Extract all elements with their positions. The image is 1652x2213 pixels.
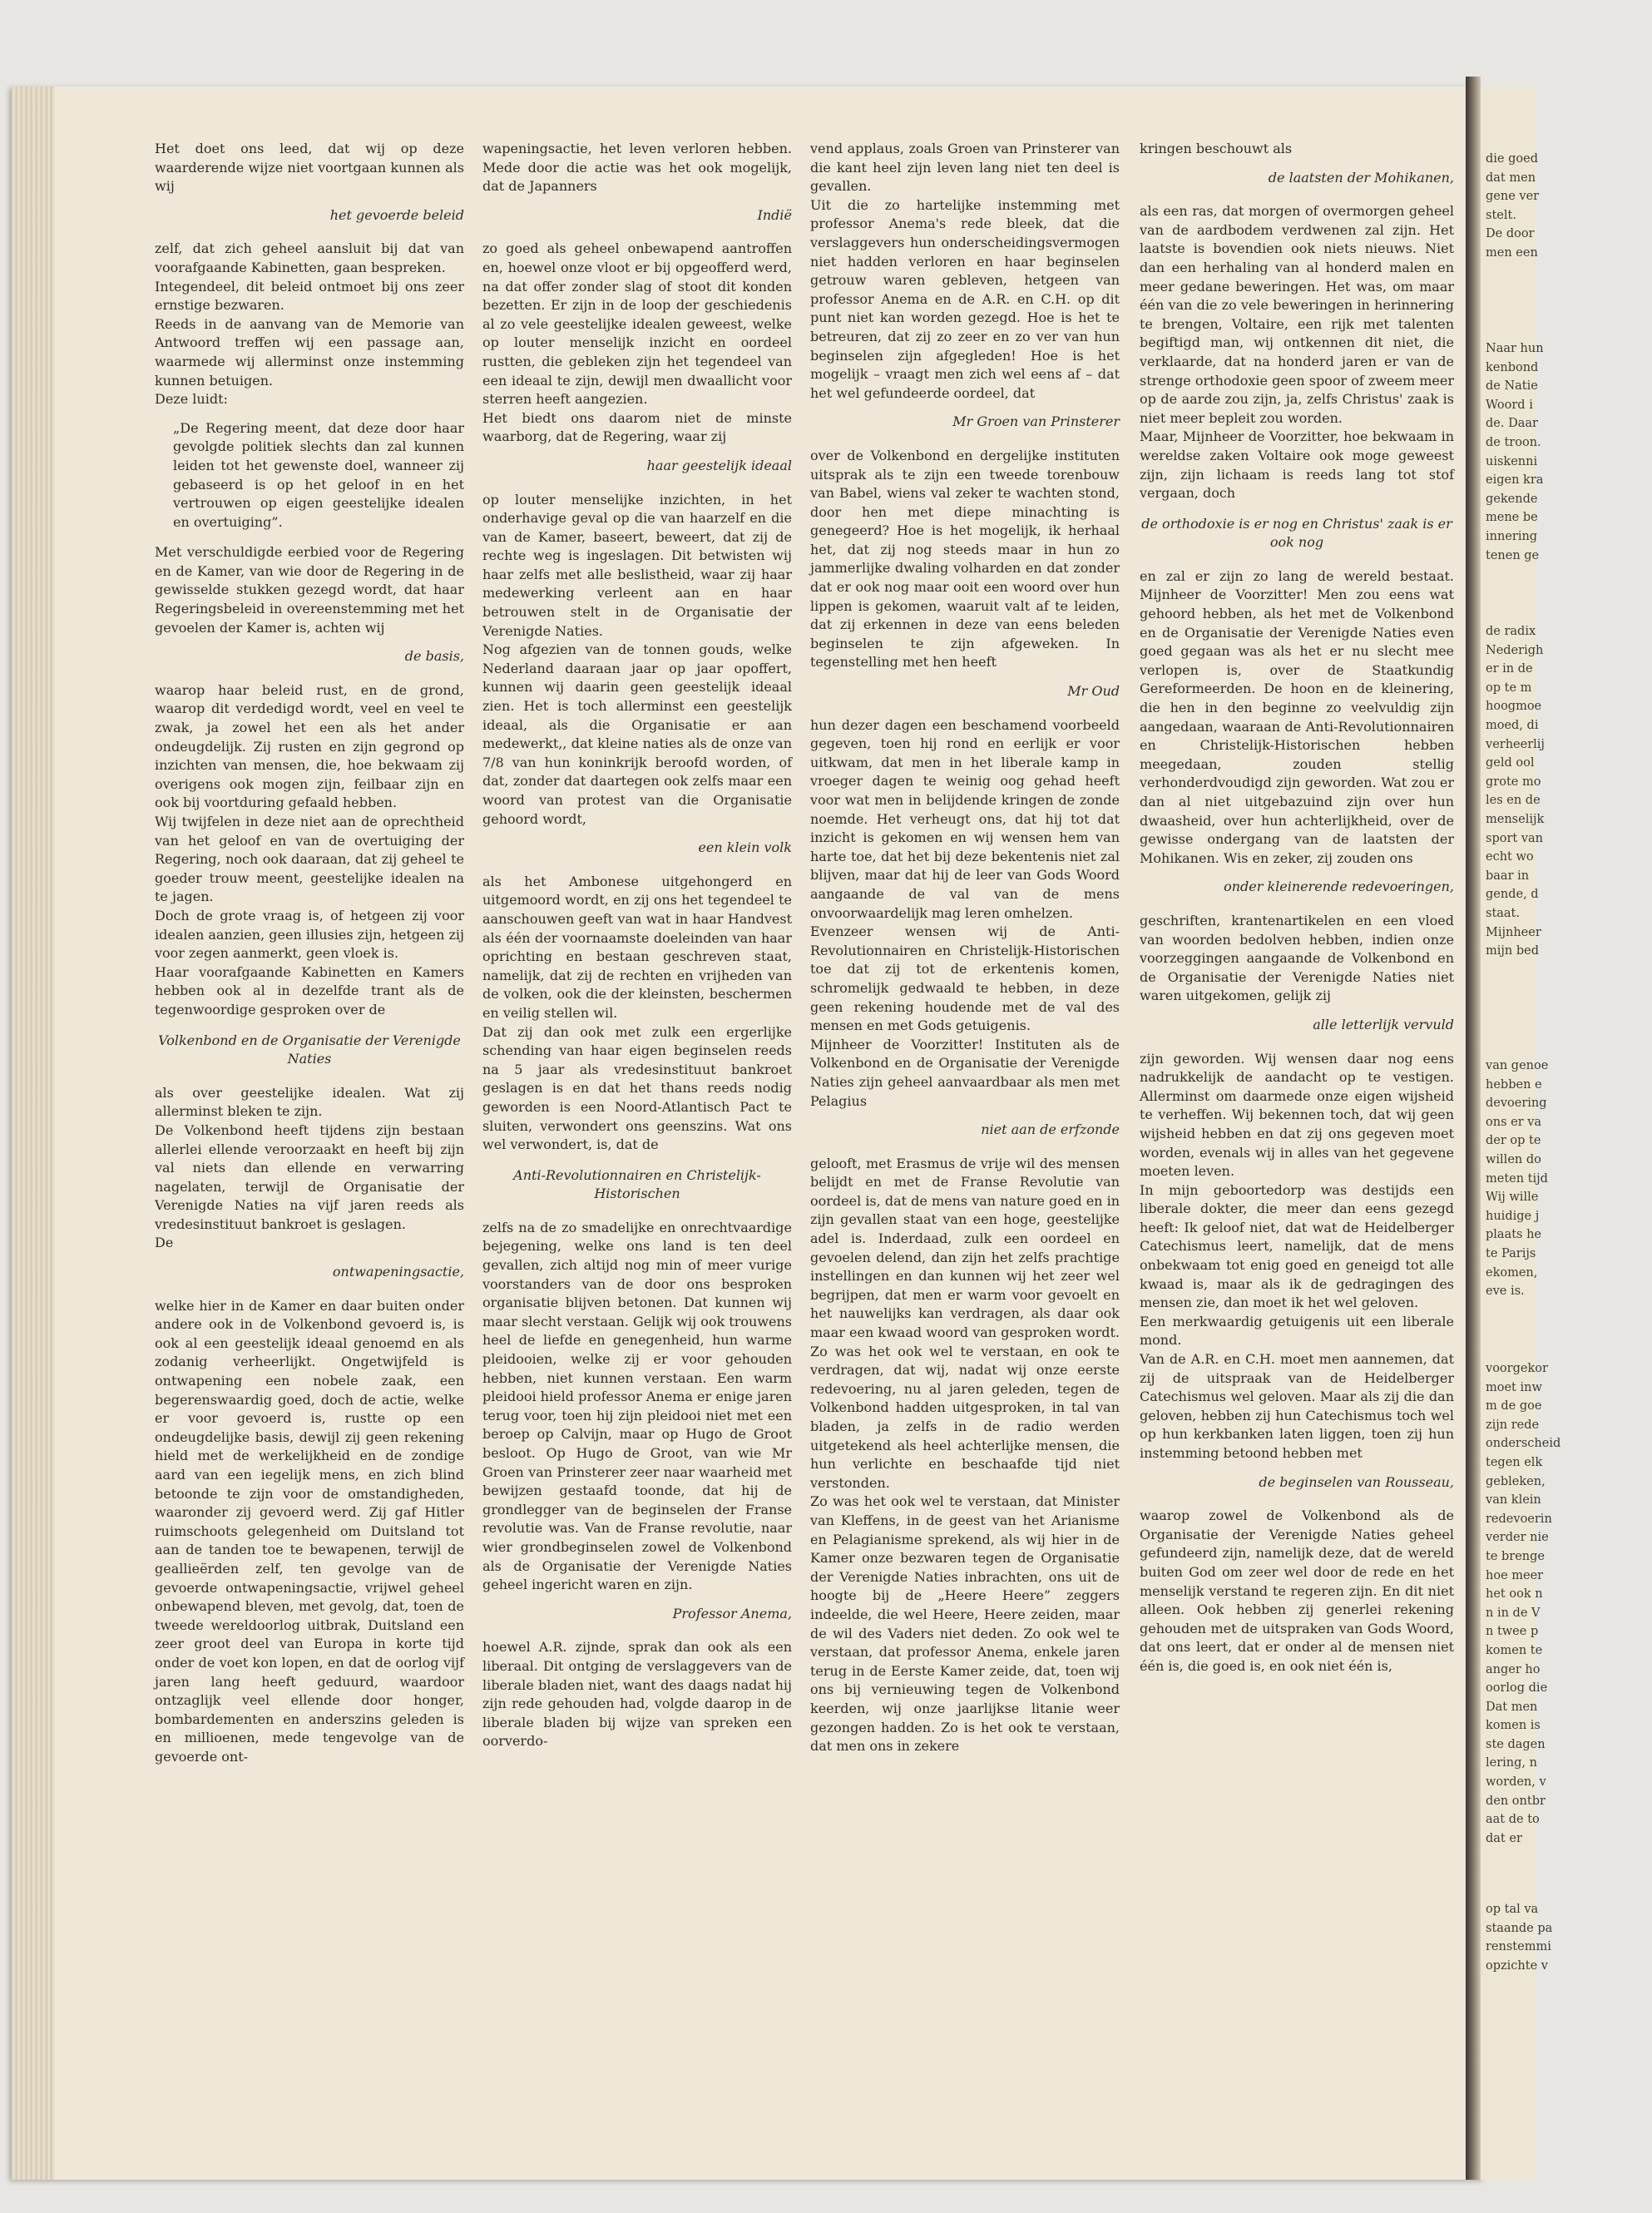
cut-off-line: het ook n — [1486, 1587, 1543, 1602]
text-column-2 — [482, 140, 792, 1751]
section-heading: Mr Groen van Prinsterer — [952, 413, 1120, 430]
cut-off-line: menselijk — [1486, 812, 1545, 826]
paragraph: waarop zowel de Volkenbond als de Organisatie der Verenigde Naties geheel gefundeerd zijn, namelijk deze, dat de wereld buiten God om zeer wel door de rede en het menselijk verstand te regeren zijn. En dit niet alleen. Ook hebben zij generlei rekening gehouden met de uitspraken van Gods Woord, dat ons leert, dat er onder al de mensen niet één is, die goed is, en ook niet één is, — [1140, 1508, 1454, 1674]
cut-off-line: gekende — [1486, 492, 1538, 506]
paragraph: Nog afgezien van de tonnen gouds, welke Nederland daaraan jaar op jaar opoffert, kunnen wij daarin geen geestelijk ideaal zien. Het is toch allerminst een geestelijk ideaal, als die Organisatie er aan medewerkt,, dat kleine naties als de onze van 7/8 van hun koninkrijk beroofd worden, of dat, zonder dat daartegen ook zelfs maar een woord van protest van die Organisatie gehoord wordt, — [482, 641, 792, 827]
paragraph: kringen beschouwt als — [1140, 141, 1293, 156]
paragraph: geschriften, krantenartikelen en een vloed van woorden bedolven hebben, indien onze voorzeggingen aangaande de Volkenbond en de Organisatie der Verenigde Naties niet waren uitgekomen, gelijk zij — [1140, 912, 1454, 1004]
cut-off-line: les en de — [1486, 794, 1541, 808]
cut-off-line: de. Daar — [1486, 417, 1538, 431]
cut-off-line: lering, n — [1486, 1756, 1537, 1770]
section-heading: de laatsten der Mohikanen, — [1268, 169, 1454, 186]
paragraph: Met verschuldigde eerbied voor de Regering en de Kamer, van wie door de Regering in de gewisselde stukken gezegd wordt, dat haar Regeringsbeleid in overeenstemming met het gevoelen der Kamer is, achten wij — [155, 544, 464, 636]
cut-off-line: onderscheid — [1486, 1437, 1561, 1451]
paragraph: Wij twijfelen in deze niet aan de oprechtheid van het geloof en van de overtuiging der Regering, noch ook daaraan, dat zij geheel te goeder trouw meent, geestelijke idealen na te jagen. — [155, 814, 464, 905]
cut-off-line: geld ool — [1486, 756, 1535, 770]
paragraph: op louter menselijke inzichten, in het onderhavige geval op die van haarzelf en die van de Kamer, baseert, beweert, dat zij de rechte weg is ingeslagen. Dit betwisten wij haar zelfs met alle beslistheid, waar zij haar medewerking verleent aan en haar betrouwen stelt in de Organisatie der Verenigde Naties. — [482, 491, 792, 639]
cut-off-line: de radix — [1486, 625, 1536, 638]
cut-off-line: staat. — [1486, 906, 1520, 920]
block-quote: „De Regering meent, dat deze door haar gevolgde politiek slechts dan zal kunnen leiden tot het gewenste doel, wanneer zij gebaseerd is op het geloof in en het vertrouwen op eigen geestelijke idealen en overtuiging”. — [173, 419, 464, 530]
cut-off-line: Naar hun — [1486, 342, 1544, 355]
cut-off-line: meten tijd — [1486, 1171, 1548, 1186]
paragraph: Mijnheer de Voorzitter! Instituten als de Volkenbond en de Organisatie der Verenigde Naties zijn geheel aanvaardbaar als men met Pelagius — [810, 1036, 1120, 1109]
paragraph: Het doet ons leed, dat wij op deze waarderende wijze niet voortgaan kunnen als wij — [155, 141, 464, 195]
section-heading: Indië — [757, 206, 792, 223]
section-heading: ontwapeningsactie, — [332, 1264, 464, 1280]
paragraph: Deze luidt: — [155, 391, 228, 408]
cut-off-line: dat er — [1486, 1831, 1522, 1845]
paragraph: gelooft, met Erasmus de vrije wil des mensen belijdt en met de Franse Revolutie van oordeel is, dat de mens van nature goed en in zijn gevallen staat van een hoge, geestelijke adel is. Inderdaad, zulk een oordeel en gevoelen delend, dan zijn het zelfs prachtige instellingen en dan kunnen wij het zeer wel begrijpen, dat men er warm voor gevoelt en het nauwelijks kan verdragen, als daar ook maar een kwaad woord van gesproken wordt. Zo was het ook wel te verstaan, en ook te verdragen, dat wij, nadat wij onze eerste redevoering, nu al jaren geleden, tegen de Volkenbond hadden uitgesproken, in tal van bladen, ja zelfs in de radio werden uitgetekend als heel achterlijke mensen, die hun verlichte en beschaafde tijd niet verstonden. — [810, 1155, 1120, 1491]
paragraph: De — [155, 1235, 174, 1251]
cut-off-line: aat de to — [1486, 1813, 1540, 1827]
cut-off-line: willen do — [1486, 1152, 1541, 1166]
paragraph: Uit die zo hartelijke instemming met professor Anema's rede bleek, dat die verslaggevers hun onderscheidingsvermogen niet hadden verloren en haar beginselen getrouw waren gebleven, hetgeen van professor Anema en de A.R. en C.H. op dit punt niet kan worden gezegd. Hoe is het te betreuren, dat zij zo zeer en zo ver van hun beginselen zijn afgegleden! Hoe is het mogelijk – vraagt men zich wel eens af – dat het wel gefundeerde oordeel, dat — [810, 196, 1120, 401]
section-heading: de orthodoxie is er nog en Christus' zaak is er ook nog — [1141, 515, 1452, 551]
cut-off-line: zijn rede — [1486, 1418, 1540, 1432]
paragraph: hun dezer dagen een beschamend voorbeeld gegeven, toen hij rond en eerlijk er voor uitkwam, dat men in het liberale kamp in vroeger dagen te weinig oog gehad heeft voor wat men in belijdende kringen de zonde noemde. Het verheugt ons, dat hij tot dat inzicht is gekomen en wij wensen hem van harte toe, dat het bij deze bekentenis niet zal blijven, maar dat hij de leer van Gods Woord aangaande de val van de mens onvoorwaardelijk mag leren omhelzen. — [810, 716, 1120, 921]
cut-off-line: sport van — [1486, 831, 1543, 845]
cut-off-line: n in de V — [1486, 1606, 1541, 1620]
cut-off-line: eve is. — [1486, 1285, 1525, 1299]
cut-off-line: renstemmi — [1486, 1940, 1551, 1954]
cut-off-text-fragment — [1481, 150, 1652, 263]
paragraph: wapeningsactie, het leven verloren hebben. Mede door die actie was het ook mogelijk, dat de Japanners — [482, 141, 792, 195]
cut-off-line: devoering — [1486, 1097, 1547, 1111]
paragraph: Reeds in de aanvang van de Memorie van Antwoord treffen wij een passage aan, waarmede wij allerminst onze instemming kunnen betuigen. — [155, 315, 464, 389]
cut-off-line: komen is — [1486, 1719, 1541, 1733]
cut-off-line: komen te — [1486, 1643, 1543, 1657]
cut-off-line: de Natie — [1486, 379, 1538, 394]
paragraph: zijn geworden. Wij wensen daar nog eens nadrukkelijk de aandacht op te vestigen. Allerminst om daarmede onze eigen wijsheid te verheffen. Wij bekennen toch, dat wij geen wijsheid hebben en dat zij ons gegeven moet worden, evenals wij in alles van het gegevene moeten leven. — [1140, 1050, 1454, 1180]
cut-off-text-fragment — [1481, 339, 1652, 565]
paragraph: Een merkwaardig getuigenis uit een liberale mond. — [1140, 1313, 1454, 1349]
cut-off-line: echt wo — [1486, 850, 1534, 864]
cut-off-line: van klein — [1486, 1493, 1541, 1508]
section-heading: haar geestelijk ideaal — [646, 457, 792, 473]
section-heading: het gevoerde beleid — [329, 206, 464, 223]
cut-off-line: De door — [1486, 227, 1535, 241]
section-heading: de beginselen van Rousseau, — [1259, 1473, 1454, 1490]
cut-off-line: hebben e — [1486, 1077, 1542, 1092]
paragraph: Het biedt ons daarom niet de minste waarborg, dat de Regering, waar zij — [482, 409, 792, 445]
paragraph: als het Ambonese uitgehongerd en uitgemoord wordt, en zij ons het tegendeel te aanschouwen geeft van wat in haar Handvest als één der voornaamste doeleinden van haar oprichting en bestaan geschreven staat, namelijk, dat zij de rechten en vrijheden van de volken, ook die der kleinsten, beschermen en veilig stellen wil. — [482, 873, 792, 1021]
cut-off-line: Mijnheer — [1486, 925, 1541, 939]
paragraph: zelf, dat zich geheel aansluit bij dat van voorafgaande Kabinetten, gaan bespreken. — [155, 240, 464, 275]
paragraph: als over geestelijke idealen. Wat zij allerminst bleken te zijn. — [155, 1084, 464, 1120]
cut-off-line: eigen kra — [1486, 473, 1544, 488]
paragraph: zelfs na de zo smadelijke en onrechtvaardige bejegening, welke ons land is ten deel gevallen, zich altijd nog min of meer vurige voorstanders van de door ons besproken organisatie blijven betonen. Dat kunnen wij maar slecht verstaan. Gelijk wij ook trouwens heel de liefde en genegenheid, hun warme pleidooien, welke zij er voor gehouden hebben, niet kunnen verstaan. Een warm pleidooi hield professor Anema er enige jaren terug voor, toen hij zijn pleidooi niet met een beroep op Calvijn, maar op Hugo de Groot besloot. Op Hugo de Groot, van wie Mr Groen van Prinsterer zeer naar waarheid met bewijzen gestaafd toonde, dat hij de grondlegger van de beginselen der Franse revolutie was. Van de Franse revolutie, naar wier grondbeginselen zowel de Volkenbond als de Organisatie der Verenigde Naties geheel ingericht waren en zijn. — [482, 1219, 792, 1593]
cut-off-line: voorgekor — [1486, 1362, 1548, 1375]
paragraph: Dat zij dan ook met zulk een ergerlijke schending van haar eigen beginselen reeds na 5 jaar als vredesinstituut bankroet geslagen is en dat het thans reeds nodig geworden is een Noord-Atlantisch Pact te sluiten, verwondert ons geenszins. Wat ons wel verwondert, is, dat de — [482, 1023, 792, 1153]
cut-off-line: verder nie — [1486, 1531, 1549, 1545]
cut-off-line: gebleken, — [1486, 1474, 1546, 1488]
paragraph: Van de A.R. en C.H. moet men aannemen, dat zij de uitspraak van de Heidelberger Catechismus wel geloven. Maar als zij die dan geloven, hebben zij hun Catechismus toch wel op hun kerkbanken laten liggen, toen zij hun instemming betoond hebben met — [1140, 1351, 1454, 1461]
paragraph: welke hier in de Kamer en daar buiten onder andere ook in de Volkenbond gevoerd is, is ook al een geestelijk ideaal genoemd en als zodanig verheerlijkt. Ongetwijfeld is ontwapening een nobele zaak, een begerenswaardig goed, doch de actie, welke er voor gevoerd is, rustte op een ondeugdelijke basis, dewijl zij geen rekening hield met de werkelijkheid en de zondige aard van een iegelijk mens, en zich blind betoonde te zijn voor de omstandigheden, waaronder zij gevoerd werd. Zij gaf Hitler ruimschoots gelegenheid om Duitsland tot aan de tanden toe te bewapenen, terwijl de geallieërden zelf, ten gevolge van de gevoerde ontwapeningsactie, vrijwel geheel onbewapend bleven, met gevolg, dat, toen de tweede wereldoorlog uitbrak, Duitsland een zeer groot deel van Europa in korte tijd onder de voet kon lopen, en dat de oorlog vijf jaren lang heeft geduurd, waardoor ontzaglijk veel ellende door honger, bombardementen en anderszins geleden is en millioenen, mede tengevolge van de gevoerde ont- — [155, 1297, 464, 1765]
paragraph: De Volkenbond heeft tijdens zijn bestaan allerlei ellende veroorzaakt en heeft bij zijn val niets dan ellende en verwarring nagelaten, terwijl de Organisatie der Verenigde Naties na vijf jaren reeds als vredesinstituut bankroet is geslagen. — [155, 1121, 464, 1232]
section-heading: Mr Oud — [1067, 683, 1120, 700]
cut-off-line: n twee p — [1486, 1625, 1539, 1639]
cut-off-line: huidige j — [1486, 1209, 1540, 1223]
cut-off-line: uiskenni — [1486, 454, 1538, 468]
cut-off-line: die goed — [1486, 152, 1538, 166]
cut-off-line: op te m — [1486, 681, 1532, 695]
cut-off-line: oorlog die — [1486, 1681, 1548, 1696]
cut-off-line: worden, v — [1486, 1775, 1546, 1790]
cut-off-line: tegen elk — [1486, 1455, 1543, 1469]
cut-off-line: gende, d — [1486, 888, 1539, 902]
adjacent-page-fragment — [1481, 87, 1561, 2180]
cut-off-line: stelt. — [1486, 208, 1516, 222]
cut-off-line: opzichte v — [1486, 1958, 1548, 1973]
section-heading: alle letterlijk vervuld — [1313, 1016, 1454, 1032]
paragraph: In mijn geboortedorp was destijds een liberale dokter, die meer dan eens gezegd heeft: Ik geloof niet, dat wat de Heidelberger Catechismus leert, namelijk, dat de mens onbekwaam tot enig goed en geneigd tot alle kwaad is, maar als ik de gedragingen des mensen zie, dan moet ik het wel geloven. — [1140, 1181, 1454, 1311]
cut-off-line: Wij wille — [1486, 1191, 1539, 1205]
cut-off-line: Nederigh — [1486, 643, 1544, 657]
section-heading: een klein volk — [698, 839, 792, 856]
paragraph: Doch de grote vraag is, of hetgeen zij voor idealen aanzien, geen illusies zijn, hetgeen zij voor zegen aanmerkt, geen vloek is. — [155, 907, 464, 962]
paragraph: waarop haar beleid rust, en de grond, waarop dit verdedigd wordt, veel en veel te zwak, ja zowel het een als het ander ondeugdelijk. Zij rusten en zijn gegrond op inzichten van mensen, die, hoe bekwaam zij overigens ook mogen zijn, feilbaar zijn en ook bij voortduring gefaald hebben. — [155, 681, 464, 811]
section-heading: Professor Anema, — [672, 1605, 792, 1621]
paragraph: als een ras, dat morgen of overmorgen geheel van de aardbodem verdwenen zal zijn. Het laatste is bovendien ook niets nieuws. Niet dan een herhaling van al honderd malen en meer gedane beweringen. Het was, om maar één van die zo vele beweringen in herinnering te brengen, Voltaire, een rijk met talenten begiftigd man, wij ontkennen dit niet, die verklaarde, dat na honderd jaren er van de strenge orthodoxie geen spoor of zweem meer op de aarde zou zijn, ja, zelfs Christus' zaak is niet meer bepleit zou worden. — [1140, 203, 1454, 426]
text-column-1 — [155, 140, 464, 1767]
cut-off-line: grote mo — [1486, 775, 1541, 789]
paragraph: Haar voorafgaande Kabinetten en Kamers hebben ook al in dezelfde trant als de tegenwoordige gesproken over de — [155, 963, 464, 1017]
cut-off-line: tenen ge — [1486, 548, 1540, 562]
cut-off-line: ons er va — [1486, 1115, 1542, 1129]
cut-off-text-fragment — [1481, 1057, 1652, 1301]
cut-off-line: dat men — [1486, 171, 1536, 185]
section-heading: onder kleinerende redevoeringen, — [1224, 879, 1454, 895]
section-heading: Anti-Revolutionnairen en Christelijk-Historischen — [513, 1166, 761, 1202]
cut-off-line: ste dagen — [1486, 1737, 1546, 1751]
paragraph: Zo was het ook wel te verstaan, dat Minister van Kleffens, in de geest van het Arianisme en Pelagianisme sprekend, als wij hier in de Kamer onze bezwaren tegen de Organisatie der Verenigde Naties inbrachten, ons uit de hoogte bij de „Heere Heere” zeggers indeelde, die wel Heere, Heere zeiden, maar de wil des Vaders niet deden. Zo ook wel te verstaan, dat professor Anema, enkele jaren terug in de Eerste Kamer zeide, dat, toen wij ons bij vernieuwing tegen de Volkenbond keerden, wij onze jaarlijkse litanie weer gezongen hadden. Zo is het ook te verstaan, dat men ons in zekere — [810, 1493, 1120, 1755]
paragraph: zo goed als geheel onbewapend aantroffen en, hoewel onze vloot er bij opgeofferd werd, na dat offer zonder slag of stoot dit konden bezetten. Er zijn in de loop der geschiedenis al zo vele geestelijke idealen geweest, welke op louter menselijk inzicht en oordeel rustten, die gebleken zijn het tegendeel van een ideaal te zijn, dewijl men dwaallicht voor sterren heeft aangezien. — [482, 240, 792, 408]
cut-off-line: van genoe — [1486, 1059, 1549, 1072]
cut-off-line: verheerlij — [1486, 737, 1545, 751]
cut-off-line: moet inw — [1486, 1380, 1542, 1394]
paragraph: over de Volkenbond en dergelijke instituten uitsprak als te zijn een tweede torenbouw van Babel, wiens val zeker te wachten stond, door hen met diepe minachting is genegeerd? Hoe is het mogelijk, ik herhaal het, dat zij nog steeds maar in hun zo jammerlijke dwaling volharden en dat zonder dat er ook nog maar ooit een woord over hun lippen is gekomen, waaruit valt af te leiden, dat zij erkennen in deze van eens beleden beginselen te zijn afgeweken. In tegenstelling met hen heeft — [810, 447, 1120, 671]
page-fold-shadow — [1466, 77, 1481, 2180]
cut-off-line: Dat men — [1486, 1700, 1538, 1714]
cut-off-line: der op te — [1486, 1134, 1541, 1148]
cut-off-line: men een — [1486, 245, 1538, 260]
paragraph: Maar, Mijnheer de Voorzitter, hoe bekwaam in wereldse zaken Voltaire ook moge geweest zijn, zijn lichaam is reeds lang tot stof vergaan, doch — [1140, 428, 1454, 502]
text-column-3 — [810, 140, 1120, 1756]
cut-off-line: mene be — [1486, 511, 1538, 525]
cut-off-text-fragment — [1481, 1900, 1652, 1975]
cut-off-line: hoogmoe — [1486, 700, 1542, 714]
cut-off-line: innering — [1486, 529, 1538, 543]
cut-off-line: te brenge — [1486, 1549, 1546, 1563]
paragraph: vend applaus, zoals Groen van Prinsterer van die kant heel zijn leven lang niet ten deel is gevallen. — [810, 141, 1120, 195]
cut-off-line: staande pa — [1486, 1921, 1553, 1935]
cut-off-line: moed, di — [1486, 718, 1539, 732]
cut-off-line: gene ver — [1486, 190, 1540, 204]
cut-off-line: hoe meer — [1486, 1568, 1544, 1582]
paragraph: Evenzeer wensen wij de Anti-Revolutionnairen en Christelijk-Historischen toe dat zij tot de erkentenis komen, schromelijk gedwaald te hebben, in deze geen rekening houdende met de val des mensen en met Gods getuigenis. — [810, 923, 1120, 1034]
page-stack-edge — [12, 87, 55, 2180]
paragraph: hoewel A.R. zijnde, sprak dan ook als een liberaal. Dit ontging de verslaggevers van de liberale bladen niet, want des daags nadat hij zijn rede gehouden had, volgde daarop in de liberale bladen bij wijze van spreken een oorverdo- — [482, 1639, 792, 1750]
cut-off-line: anger ho — [1486, 1662, 1541, 1676]
cut-off-line: de troon. — [1486, 435, 1541, 449]
cut-off-line: den ontbr — [1486, 1794, 1546, 1808]
cut-off-line: te Parijs — [1486, 1246, 1536, 1260]
text-column-4 — [1140, 140, 1454, 1676]
cut-off-text-fragment — [1481, 1359, 1652, 1848]
section-heading: de basis, — [404, 648, 464, 665]
cut-off-line: plaats he — [1486, 1228, 1542, 1242]
cut-off-line: er in de — [1486, 662, 1533, 676]
cut-off-line: baar in — [1486, 869, 1530, 883]
cut-off-line: Woord i — [1486, 398, 1533, 412]
cut-off-line: redevoerin — [1486, 1512, 1552, 1526]
paragraph: en zal er zijn zo lang de wereld bestaat. Mijnheer de Voorzitter! Men zou eens wat gehoord hebben, als het met de Volkenbond en de Organisatie der Verenigde Naties even goed gegaan was als het er nu slecht mee verlopen is, over de Staatkundig Gereformeerden. De hoon en de kleinering, die hen in den beginne zo veelvuldig zijn aangedaan, waaraan de Anti-Revolutionnairen en Christelijk-Historischen hebben meegedaan, zouden stellig verhonderdvoudigd zijn geworden. Wat zou er dan al niet uitgebazuind zijn over hun dwaasheid, over hun achterlijkheid, over de gewisse ondergang van de laatsten der Mohikanen. Wis en zeker, zij zouden ons — [1140, 567, 1454, 866]
cut-off-line: mijn bed — [1486, 944, 1539, 958]
cut-off-line: kenbond — [1486, 360, 1539, 374]
section-heading: Volkenbond en de Organisatie der Verenigde Naties — [158, 1032, 461, 1067]
cut-off-text-fragment — [1481, 622, 1652, 961]
cut-off-line: m de goe — [1486, 1399, 1542, 1413]
paragraph: Integendeel, dit beleid ontmoet bij ons zeer ernstige bezwaren. — [155, 278, 464, 314]
section-heading: niet aan de erfzonde — [981, 1121, 1120, 1138]
cut-off-line: op tal va — [1486, 1903, 1539, 1916]
cut-off-line: ekomen, — [1486, 1265, 1538, 1280]
